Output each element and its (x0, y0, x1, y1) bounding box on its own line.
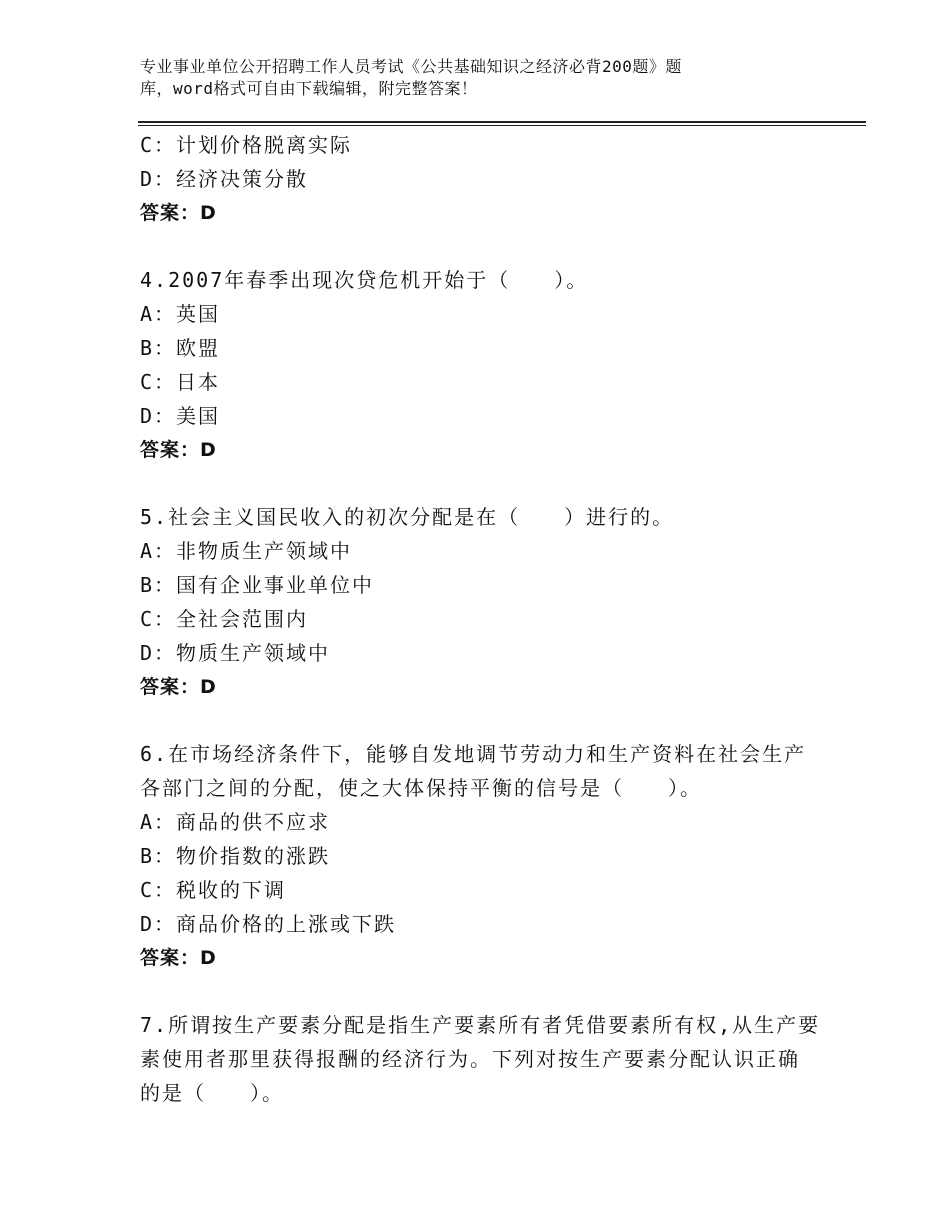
spacer (140, 975, 820, 1008)
question-4-text: 4.2007年春季出现次贷危机开始于（ ）。 (140, 268, 589, 292)
question-6-option-d: D：商品价格的上涨或下跌 (140, 912, 397, 936)
header-title-line-2: 库，word格式可自由下载编辑，附完整答案！ (140, 79, 478, 98)
question-3-answer: 答案：D (140, 202, 217, 224)
question-4-option-a: A：英国 (140, 302, 221, 326)
question-5-option-c: C：全社会范围内 (140, 607, 309, 631)
spacer (140, 704, 820, 737)
question-3 (140, 128, 820, 230)
question-list (140, 128, 820, 1110)
question-6-option-a: A：商品的供不应求 (140, 810, 331, 834)
question-3-option-c: C：计划价格脱离实际 (140, 133, 353, 157)
question-3-option-d: D：经济决策分散 (140, 167, 309, 191)
question-5-option-a: A：非物质生产领域中 (140, 539, 353, 563)
question-5 (140, 500, 820, 704)
header-title-line-1: 专业事业单位公开招聘工作人员考试《公共基础知识之经济必背200题》题 (140, 57, 682, 76)
question-7 (140, 1008, 820, 1110)
header-divider-thick (138, 121, 866, 123)
question-4-option-d: D：美国 (140, 404, 221, 428)
question-6 (140, 737, 820, 975)
question-5-answer: 答案：D (140, 676, 217, 698)
question-6-text-line-2: 各部门之间的分配，使之大体保持平衡的信号是（ ）。 (140, 776, 702, 800)
question-5-option-d: D：物质生产领域中 (140, 641, 331, 665)
question-7-text-line-1: 7.所谓按生产要素分配是指生产要素所有者凭借要素所有权,从生产要 (140, 1013, 821, 1037)
question-5-text: 5.社会主义国民收入的初次分配是在（ ）进行的。 (140, 505, 675, 529)
spacer (140, 467, 820, 500)
question-5-option-b: B：国有企业事业单位中 (140, 573, 375, 597)
question-6-answer: 答案：D (140, 947, 217, 969)
document-header (140, 56, 780, 100)
question-6-option-b: B：物价指数的涨跌 (140, 844, 331, 868)
question-4-option-b: B：欧盟 (140, 336, 221, 360)
question-4-option-c: C：日本 (140, 370, 221, 394)
question-4 (140, 263, 820, 467)
question-6-option-c: C：税收的下调 (140, 878, 287, 902)
question-6-text-line-1: 6.在市场经济条件下，能够自发地调节劳动力和生产资料在社会生产 (140, 742, 807, 766)
question-7-text-line-3: 的是（ ）。 (140, 1081, 284, 1105)
question-4-answer: 答案：D (140, 439, 217, 461)
spacer (140, 230, 820, 263)
header-divider-thin (138, 125, 866, 126)
question-7-text-line-2: 素使用者那里获得报酬的经济行为。下列对按生产要素分配认识正确 (140, 1047, 800, 1071)
